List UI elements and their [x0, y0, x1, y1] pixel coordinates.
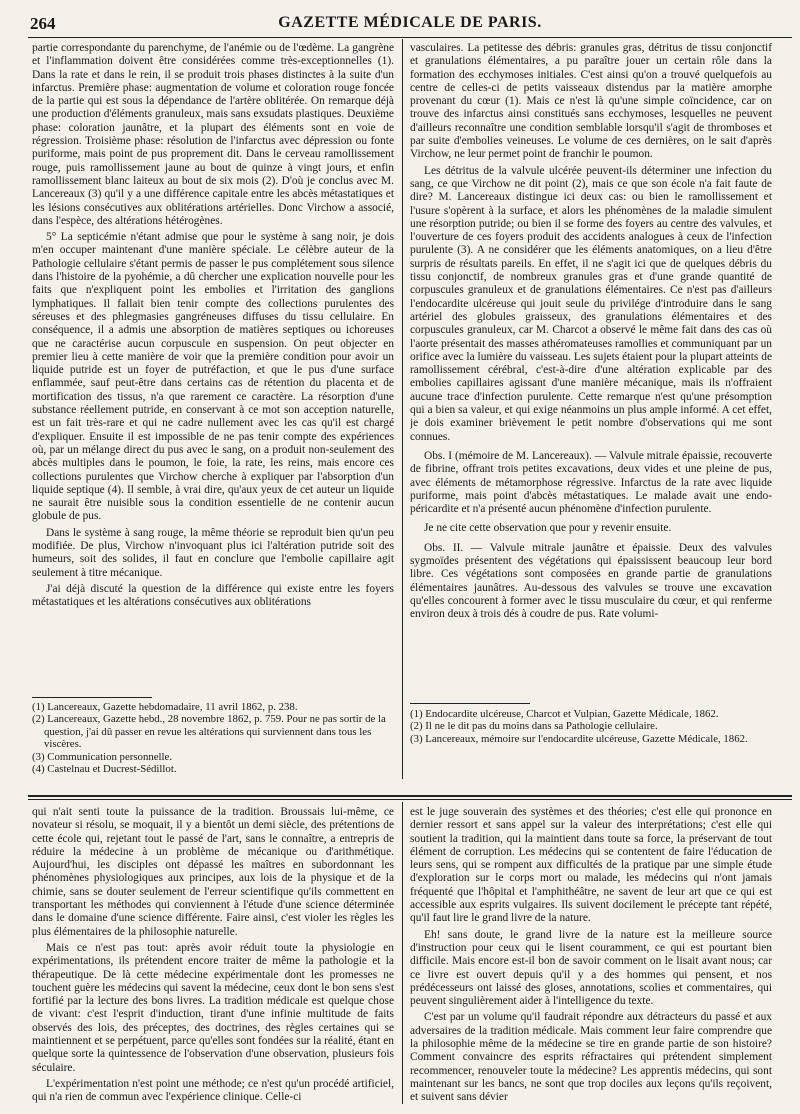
paragraph: Dans le système à sang rouge, la même théorie se reproduit bien qu'un peu modifiée. De plus, Virchow n'invoquant plus ici l'altération putride soit des humeurs, soit des solides, il faut en conclure que l'embolie capillaire agit seulement à titre mécanique. — [32, 526, 394, 579]
section-separator-top — [28, 795, 792, 797]
paragraph: L'expérimentation n'est point une méthode; ce n'est qu'un procédé artificiel, qui n'a rien de commun avec l'expérience clinique. Celle-ci — [32, 1077, 394, 1104]
footnotes-left — [32, 701, 394, 783]
footnote: (3) Lancereaux, mémoire sur l'endocardite ulcéreuse, Gazette Médicale, 1862. — [410, 732, 748, 745]
journal-title: GAZETTE MÉDICALE DE PARIS. — [278, 14, 542, 31]
page-header — [30, 12, 790, 36]
footnote: (3) Communication personnelle. — [32, 750, 173, 763]
paragraph: Mais ce n'est pas tout: après avoir réduit toute la physiologie en expérimentations, ils prétendent encore traiter de même la pathologie et la thérapeutique. De là cette médecine expérimentale dont les promesses ne touchent guère les médecins qui savent la médecine, ceux dont le bon sens s'est fortifié par la lecture des bons livres. La tradition médicale est quelque chose de vivant: c'est l'esprit d'induction, tirant d'une infinie multitude de faits observés des lois, des préceptes, des doctrines, des règles certaines qui se maintiennent et se perpétuent, parce qu'elles sont fondées sur la réalité, étant en quelque sorte la quintessence de l'observation d'une observation, plusieurs fois séculaire. — [32, 941, 394, 1074]
upper-column-divider — [402, 39, 403, 779]
observation: Obs. II. — Valvule mitrale jaunâtre et épaissie. Deux des valvules sygmoïdes présentent des végétations qui épaississent beaucoup leur bord libre. Ces végétations sont composées en grande partie de granulations élémentaires jaunâtres. Au-dessous des valvules se trouve une excavation qu'elles concourent à former avec le tissu musculaire du cœur, et qui renferme environ deux à trois dés à coudre de pus. Rate volumi- — [410, 541, 772, 621]
page-number: 264 — [30, 14, 56, 33]
paragraph: est le juge souverain des systèmes et des théories; c'est elle qui prononce en dernier ressort et sans appel sur la valeur des interprétations; c'est elle qui soutient la tradition, qui la maintient dans toute sa force, la préservant de tout élément de corruption. Les médecins qui se contentent de faire l'éducation de leurs sens, qui se rompent aux difficultés de la pratique par une simple étude d'exploration sur le corps mort ou malade, les médecins qui n'ont jamais fréquenté que l'hôpital et l'amphithéâtre, ne savent de leur art que ce qui est accessible aux esprits vulgaires. Ils suivent docilement le précepte tant répété, qu'il faut lire le grand livre de la nature. — [410, 806, 772, 925]
upper-left-column — [32, 42, 394, 692]
footnote: (1) Endocardite ulcéreuse, Charcot et Vulpian, Gazette Médicale, 1862. — [410, 708, 719, 720]
section-separator-bottom — [28, 799, 792, 800]
paragraph: Les détritus de la valvule ulcérée peuvent-ils déterminer une infection du sang, ce que Virchow ne dit point (2), mais ce que son école n'a fait faute de dire? M. Lancereaux distingue ici deux cas: ou bien le ramollissement et l'usure s'opèrent à la surface, et alors les phénomènes de la maladie simulent une résorption putride; ou bien il se forme des foyers au centre des valvules, et l'ouverture de ces foyers produit des accidents analogues à ceux de l'infection purulente (3). A ne considérer que les éléments anatomiques, on a lieu d'être surpris de résultats pareils. En effet, il ne s'agit ici que de quelques débris du tissu conjonctif, de nombreux granules gras et d'une grande quantité de corpuscules granuleux et de granulations élémentaires. Ce n'est pas d'ailleurs l'endocardite ulcéreuse qui jouit seule du privilége d'introduire dans le sang artériel des globules graisseux, des granulations élémentaires et des corpuscules granuleux, car M. Charcot a observé le même fait dans des cas où l'aorte présentait des masses athéromateuses ramollies et communiquant par un orifice avec la lumière du vaisseau. Les sujets étaient pour la plupart atteints de ramollissement cérébral, c'est-à-dire d'une altération explicable par des embolies capillaires agissant d'une manière mécanique, mais ils n'offraient aucune trace d'infection purulente. Cette remarque n'est qu'une présomption qui a bien sa valeur, et qui exige néanmoins un plus ample informé. A cet effet, je dois examiner brièvement le petit nombre d'observations qui me sont connues. — [410, 164, 772, 443]
observation: Obs. I (mémoire de M. Lancereaux). — Valvule mitrale épaissie, recouverte de fibrine, offrant trois petites excavations, deux vides et une pleine de pus, avec éléments de métamorphose régressive. Infarctus de la rate avec liquide puriforme, mais point d'abcès métastatiques. Le malade avait une endo-péricardite et n'a présenté aucun phénomène d'infection purulente. — [410, 449, 772, 516]
paragraph: C'est par un volume qu'il faudrait répondre aux détracteurs du passé et aux adversaires de la tradition médicale. Mais comment leur faire comprendre que la philosophie même de la médecine se tire en grande partie de son histoire? Comment convaincre des esprits réfractaires qui prétendent simplement recommencer, renouveler toute la médecine? Les apprentis médecins, qui sont maintenant sur les bancs, ne sont que trop dociles aux leçons qu'ils reçoivent, et suivent sans dévier — [410, 1011, 772, 1104]
observation: Je ne cite cette observation que pour y revenir ensuite. — [424, 522, 672, 535]
paragraph: 5° La septicémie n'étant admise que pour le système à sang noir, je dois m'en occuper maintenant d'une manière spéciale. Le célèbre auteur de la Pathologie cellulaire s'étant permis de passer le pus complétement sous silence dans l'histoire de la pyohémie, a dû chercher une explication nouvelle pour les faits que n'expliquent point les embolies et l'irritation des ganglions lymphatiques. Il fallait bien tenir compte des collections purulentes des séreuses et des phlegmasies gangréneuses diffuses du tissu cellulaire. En conséquence, il a admis une absorption de matières septiques ou ichoreuses que ne caractérise aucun corpuscule en suspension. On peut objecter en premier lieu à cette manière de voir que la première condition pour avoir un liquide putride est un foyer de putréfaction, et que le pus d'une surface enflammée, sauf peut-être dans certains cas de rétention du placenta et de mortification des tissus, n'a que rarement ce caractère. La résorption d'une substance réellement putride, en conservant à ce mot son acception naturelle, est un fait très-rare et qui ne cadre nullement avec les cas qu'il est chargé d'expliquer. Ensuite il est impossible de ne pas tenir compte des expériences où, par un mélange direct du pus avec le sang, on a produit non-seulement des abcès multiples dans le poumon, le foie, la rate, les reins, mais encore ces collections purulentes que Virchow cherche à expliquer par l'absorption d'un liquide septique (4). Il semble, à vrai dire, qu'aux yeux de cet auteur un liquide ne saurait être nuisible sous la condition essentielle de ne contenir aucun globule de pus. — [32, 231, 394, 523]
paragraph: qui n'ait senti toute la puissance de la tradition. Broussais lui-même, ce novateur si résolu, se moquait, il y a bientôt un demi siècle, des prétentions de cette école qui, rejetant tout le passé de l'art, sans le connaître, a entrepris de réduire la médecine à un problème de mécanique ou d'arithmétique. Aujourd'hui, les disciples ont dépassé les maîtres en subordonnant les phénomènes physiologiques aux principes, aux lois de la physique et de la chimie, sans se douter seulement de l'erreur scientifique qu'ils commettent en transportant les méthodes qui conviennent à l'étude d'une science déterminée dans le domaine d'une science différente. Faire ainsi, c'est violer les règles les plus élémentaires de la philosophie naturelle. — [32, 806, 394, 938]
lower-right-column — [410, 806, 772, 1106]
paragraph: Eh! sans doute, le grand livre de la nature est la meilleure source d'instruction pour ceux qui le lisent couramment, ce qui est pourtant bien difficile. Mais encore est-il bon de savoir comment on le lisait avant nous; car ce livre est ouvert depuis qu'il y a des hommes qui pensent, et nos prédécesseurs ont laissé des gloses, annotations, scolies et commentaires, qui peuvent singulièrement aider à l'intelligence du texte. — [410, 928, 772, 1008]
footnote: (4) Castelnau et Ducrest-Sédillot. — [32, 763, 177, 776]
footnote: (2) Il ne le dit pas du moins dans sa Pathologie cellulaire. — [410, 720, 658, 733]
header-rule — [28, 37, 792, 38]
footnote-rule-right — [410, 703, 530, 704]
paragraph: partie correspondante du parenchyme, de l'anémie ou de l'œdème. La gangrène et l'inflammation doivent être considérées comme très-exceptionnelles (1). Dans la rate et dans le rein, il se produit trois phases distinctes à la suite d'un infarctus. Première phase: augmentation de volume et coloration rouge foncée de la partie qui est sous la dépendance de l'artère oblitérée. On remarque déjà une production d'éléments granuleux, mais sans exsudats plastiques. Deuxième phase: coloration jaunâtre, et la plupart des éléments sont en voie de régression. Troisième phase: résolution de l'infarctus avec dépression ou fonte puriforme, mais point de pus proprement dit. Dans le cerveau ramollissement rouge, puis ramollissement jaune au bout de quinze à vingt jours, et enfin ramollissement blanc laiteux au bout de six mois (2). D'où je conclus avec M. Lancereaux (3) qu'il y a une différence capitale entre les abcès métastatiques et les lésions consécutives aux oblitérations artérielles. Donc Virchow a associé, dans l'espèce, des altérations hétérogènes. — [32, 42, 394, 227]
footnote: (2) Lancereaux, Gazette hebd., 28 novembre 1862, p. 759. Pour ne pas sortir de la question, j'ai dû passer en revue les altérations qui surviennent dans tous les viscères. — [32, 713, 386, 751]
lower-column-divider — [402, 802, 403, 1104]
footnotes-right — [410, 708, 772, 784]
footnote-rule-left — [32, 697, 152, 698]
lower-left-column — [32, 806, 394, 1106]
upper-right-column — [410, 42, 772, 698]
paragraph: vasculaires. La petitesse des débris: granules gras, détritus de tissu conjonctif et granulations élémentaires, a pu paraître jouer un certain rôle dans la formation des ecchymoses initiales. C'est ainsi qu'on a trouvé quelquefois au centre de celles-ci de petits vaisseaux distendus par la matière amorphe provenant du cœur (1). Mais ce n'est là qu'une simple coïncidence, car on trouve des infarctus ainsi constitués sans ecchymoses, lesquelles ne peuvent d'ailleurs reconnaître une condition semblable lorsqu'il s'agit de thromboses et par suite d'embolies veineuses. Le volume de ces dernières, on le sait d'après Virchow, ne leur permet point de franchir le poumon. — [410, 42, 772, 161]
paragraph: J'ai déjà discuté la question de la différence qui existe entre les foyers métastatiques et les altérations consécutives aux oblitérations — [32, 582, 394, 609]
footnote: (1) Lancereaux, Gazette hebdomadaire, 11 avril 1862, p. 238. — [32, 701, 298, 713]
